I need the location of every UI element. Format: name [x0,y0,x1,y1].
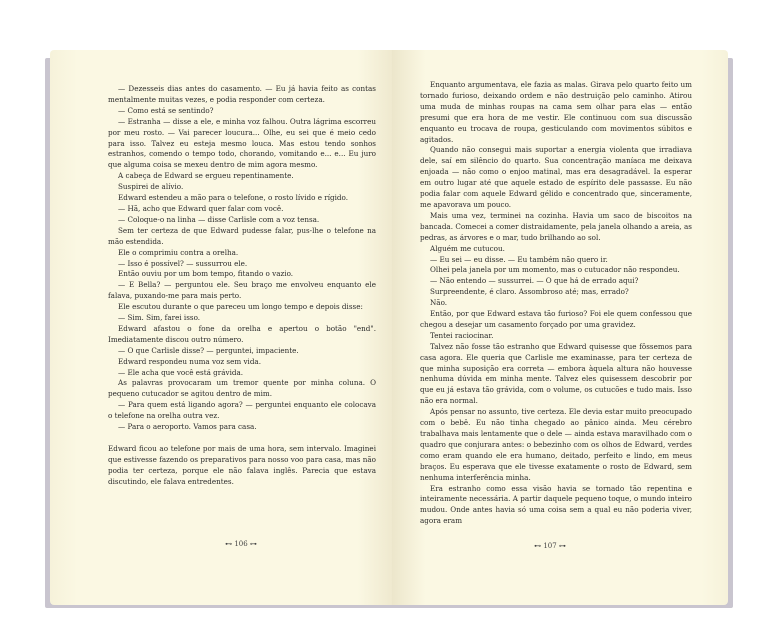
paragraph: — Sim. Sim, farei isso. [118,313,201,323]
paragraph: Ele escutou durante o que pareceu um longo tempo e depois disse: [118,302,363,312]
paragraph: — Dezesseis dias antes do casamento. — Eu já havia feito as contas mentalmente muitas vezes, e podia responder com certeza. [108,84,376,104]
left-page-text [108,84,376,488]
paragraph: Talvez não fosse tão estranho que Edward quisesse que fôssemos para casa agora. Ele queria que Carlisle me examinasse, para ter certeza de que minha suposição era correta — embora àquela altura não houvesse nenhuma dúvida em minha mente. Talvez eles quisessem descobrir por que eu já estava tão grávida, com o volume, os cutucões e tudo mais. Isso não era normal. [420,341,692,406]
open-book [45,50,733,608]
paragraph: Olhei pela janela por um momento, mas o cutucador não respondeu. [430,265,680,275]
paragraph: — O que Carlisle disse? — perguntei, impaciente. [118,345,299,355]
paragraph: Edward ficou ao telefone por mais de uma hora, sem intervalo. Imaginei que estivesse fazendo os preparativos para nosso voo para casa, mas não podia ter certeza, porque ele não falava inglês. Parecia que estava discutindo, ele falava entredentes. [108,444,376,486]
paragraph: Alguém me cutucou. [430,243,505,253]
paragraph: Edward estendeu a mão para o telefone, o rosto lívido e rígido. [118,193,348,203]
right-page-text [420,80,692,527]
paragraph: Então ouviu por um bom tempo, fitando o vazio. [118,269,294,279]
paragraph: — E Bella? — perguntou ele. Seu braço me envolveu enquanto ele falava, puxando-me para mais perto. [108,280,376,301]
paragraph: Ele o comprimiu contra a orelha. [118,247,239,257]
paragraph: Sem ter certeza de que Edward pudesse falar, pus-lhe o telefone na mão estendida. [108,225,376,246]
paragraph: Quando não consegui mais suportar a energia violenta que irradiava dele, saí em silêncio do quarto. Sua concentração maníaca me deixava enjoada — não como o enjoo matinal, mas era desagradável. Ia esperar em outro lugar até que aquele estado de espírito dele passasse. Eu não podia falar com aquele Edward gélido e concentrado que, sinceramente, me apavorava um pouco. [420,145,692,209]
paragraph: — Para o aeroporto. Vamos para casa. [118,422,257,432]
paragraph: Edward respondeu numa voz sem vida. [118,356,261,366]
paragraph: — Ele acha que você está grávida. [118,367,244,377]
paragraph: — Não entendo — sussurrei. — O que há de errado aqui? [430,276,639,286]
paragraph: Mais uma vez, terminei na cozinha. Havia um saco de biscoitos na bancada. Comecei a comer distraidamente, pela janela olhando a areia, as pedras, as árvores e o mar, tudo brilhando ao sol. [420,210,692,242]
paragraph: Não. [430,298,448,308]
paragraph: A cabeça de Edward se ergueu repentinamente. [118,171,294,181]
paragraph: — Para quem está ligando agora? — perguntei enquanto ele colocava o telefone na orelha outra vez. [108,400,376,421]
right-page [392,50,728,605]
paragraph: Enquanto argumentava, ele fazia as malas. Girava pelo quarto feito um tornado furioso, deixando ordem e não destruição pelo caminho. Atirou uma muda de minhas roupas na cama sem olhar para elas — então presumi que era hora de me vestir. Ele continuou com sua discussão enquanto eu trocava de roupa, gesticulando com movimentos súbitos e agitados. [420,80,692,144]
left-page-number: ⊷ 106 ⊶ [225,540,257,548]
paragraph: — Como está se sentindo? [118,105,214,115]
paragraph: As palavras provocaram um tremor quente por minha coluna. O pequeno cutucador se agitou dentro de mim. [108,378,376,399]
paragraph: — Coloque-o na linha — disse Carlisle com a voz tensa. [118,214,320,224]
paragraph: Após pensar no assunto, tive certeza. Ele devia estar muito preocupado com o bebê. Eu não tinha chegado ao pânico ainda. Meu cérebro trabalhava mais lentamente que o dele — ainda estava maravilhado com o quadro que conjurara antes: o bebezinho com os olhos de Edward, verdes como eram quando ele era humano, deitado, perfeito e lindo, em meus braços. Eu esperava que ele tivesse exatamente o rosto de Edward, sem nenhuma interferência minha. [420,407,692,482]
right-page-number: ⊷ 107 ⊶ [534,542,566,550]
paragraph: Então, por que Edward estava tão furioso? Foi ele quem confessou que chegou a desejar um casamento forçado por uma gravidez. [420,309,692,329]
paragraph: — Eu sei — eu disse. — Eu também não quero ir. [430,254,608,264]
paragraph: Era estranho como essa visão havia se tornado tão repentina e inteiramente necessária. A partir daquele pequeno toque, o mundo inteiro mudou. Onde antes havia só uma coisa sem a qual eu não poderia viver, agora eram [420,483,692,526]
paragraph: Tentei raciocinar. [430,330,494,340]
paragraph: — Estranha — disse a ele, e minha voz falhou. Outra lágrima escorreu por meu rosto. — Vai parecer loucura... Olhe, eu sei que é meio cedo para isso. Talvez eu esteja mesmo louca. Mas estou tendo sonhos estranhos, comendo o tempo todo, chorando, vomitando e... e... Eu juro que alguma coisa se mexeu dentro de mim agora mesmo. [108,116,376,170]
paragraph: — Isso é possível? — sussurrou ele. [118,258,248,268]
paragraph: — Hã, acho que Edward quer falar com você. [118,203,284,213]
paragraph: Surpreendente, é claro. Assombroso até; mas, errado? [430,287,629,297]
left-page [50,50,392,605]
paragraph: Edward afastou o fone da orelha e apertou o botão "end". Imediatamente discou outro número. [108,323,376,344]
paragraph: Suspirei de alívio. [118,182,184,192]
